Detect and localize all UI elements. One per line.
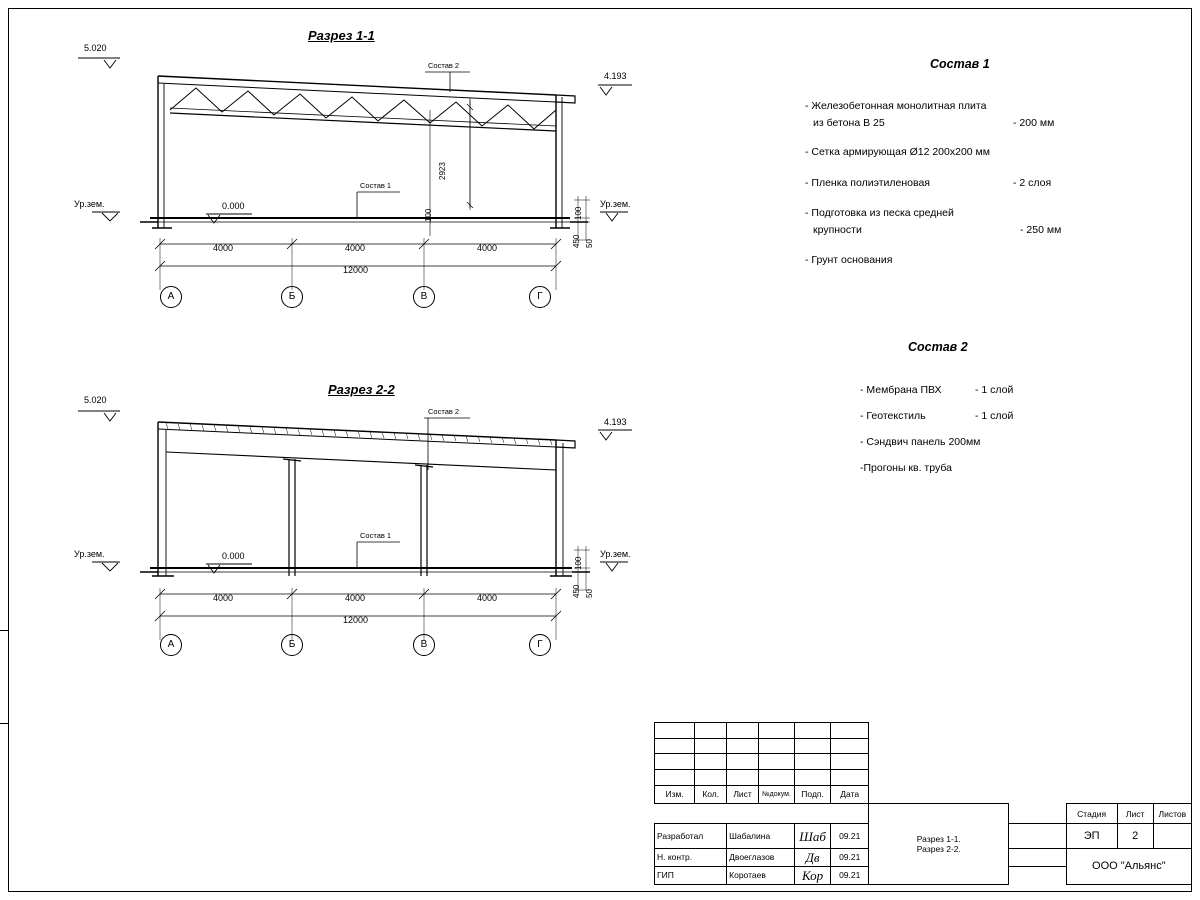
ground-label-right-s1: Ур.зем.: [600, 199, 631, 209]
stamp-header-izm: Изм.: [655, 785, 695, 803]
stamp-role-1: Разработал: [655, 824, 727, 848]
dim-total-s2: 12000: [343, 615, 369, 625]
ground-label-left-s1: Ур.зем.: [74, 199, 105, 209]
axis-marker-v-s1: В: [413, 286, 435, 308]
stamp-role-3: ГИП: [655, 866, 727, 884]
stamp-date-1: 09.21: [831, 824, 869, 848]
level-4193-top-right-s2: 4.193: [604, 417, 627, 427]
spec-2-item-1-text: - Мембрана ПВХ: [860, 384, 942, 396]
vdim-100-right-s1: 100: [574, 206, 583, 220]
ground-label-right-s2: Ур.зем.: [600, 549, 631, 559]
stage-value-stadiya: ЭП: [1066, 824, 1117, 848]
spec-1-item-3-text: - Пленка полиэтиленовая: [805, 177, 930, 189]
callout-sostav2-s2: Состав 2: [428, 407, 460, 416]
rev-cell: [758, 754, 794, 770]
axis-marker-g-s2: Г: [529, 634, 551, 656]
spec-1-item-4-value: - 250 мм: [1020, 224, 1062, 236]
stamp-gap-1: [1009, 803, 1066, 824]
rev-cell: [795, 738, 831, 754]
spec-1-item-4-text: - Подготовка из песка средней: [805, 207, 954, 219]
level-4193-top-right-s1: 4.193: [604, 71, 627, 81]
stage-value-list: 2: [1117, 824, 1153, 848]
dim-4000-a-b-s2: 4000: [213, 593, 234, 603]
vdim-2923-s1: 2923: [438, 162, 447, 180]
stamp-gap-4: [1009, 866, 1066, 884]
rev-cell: [727, 754, 759, 770]
ground-label-left-s2: Ур.зем.: [74, 549, 105, 559]
section-2-title: Разрез 2-2: [328, 382, 395, 397]
rev-cell: [795, 754, 831, 770]
axis-marker-b-s1: Б: [281, 286, 303, 308]
rev-cell: [831, 770, 869, 786]
spec-2-item-1-value: - 1 слой: [975, 384, 1014, 396]
rev-cell: [655, 754, 695, 770]
spec-1-item-4-text2: крупности: [813, 224, 862, 236]
spec-2-item-2-text: - Геотекстиль: [860, 410, 926, 422]
rev-cell: [695, 723, 727, 739]
sheet-title-cell: [869, 803, 1009, 884]
stamp-header-kol: Кол.: [695, 785, 727, 803]
rev-cell: [695, 738, 727, 754]
rev-cell: [695, 770, 727, 786]
level-5020-top-left-s2: 5.020: [84, 395, 107, 405]
vdim-100-s2: 100: [574, 556, 583, 570]
spec-1-item-3-value: - 2 слоя: [1013, 177, 1052, 189]
axis-marker-g-s1: Г: [529, 286, 551, 308]
rev-cell: [727, 770, 759, 786]
stamp-header-ndokum: №докум.: [758, 785, 794, 803]
vdim-100-s1: 100: [424, 208, 433, 222]
spec-1-item-1-text2: из бетона В 25: [813, 117, 885, 129]
dim-4000-a-b-s1: 4000: [213, 243, 234, 253]
spec-2-item-3-text: - Сэндвич панель 200мм: [860, 436, 981, 448]
vdim-50-s1: 50: [585, 239, 594, 248]
stage-header-listov: Листов: [1153, 803, 1191, 824]
rev-cell: [727, 738, 759, 754]
rev-cell: [758, 738, 794, 754]
rev-cell: [831, 754, 869, 770]
level-5020-top-left-s1: 5.020: [84, 43, 107, 53]
stamp-header-podp: Подп.: [795, 785, 831, 803]
axis-marker-v-s2: В: [413, 634, 435, 656]
callout-sostav2-s1: Состав 2: [428, 61, 460, 70]
stamp-role-2: Н. контр.: [655, 848, 727, 866]
spec-1-item-5-text: - Грунт основания: [805, 254, 893, 266]
frame-left-tick-1: [0, 630, 9, 631]
stamp-sign-3: Кор: [795, 866, 831, 884]
stamp-sign-2: Дв: [795, 848, 831, 866]
vdim-450-s1: 450: [572, 234, 581, 248]
stamp-date-2: 09.21: [831, 848, 869, 866]
rev-cell: [831, 723, 869, 739]
dim-4000-v-g-s1: 4000: [477, 243, 498, 253]
dim-4000-v-g-s2: 4000: [477, 593, 498, 603]
rev-cell: [758, 770, 794, 786]
stamp-header-data: Дата: [831, 785, 869, 803]
frame-left-tick-2: [0, 723, 9, 724]
spec-2-item-4-text: -Прогоны кв. труба: [860, 462, 952, 474]
stage-header-stadiya: Стадия: [1066, 803, 1117, 824]
rev-cell: [795, 723, 831, 739]
section-1-title: Разрез 1-1: [308, 28, 375, 43]
stamp-sign-1: Шаб: [795, 824, 831, 848]
stage-header-list: Лист: [1117, 803, 1153, 824]
organization-cell: ООО "Альянс": [1066, 848, 1191, 884]
sheet-title-line1: Разрез 1-1.: [916, 833, 961, 844]
stamp-gap-2: [1009, 824, 1066, 848]
rev-cell: [831, 738, 869, 754]
spec-2-title: Состав 2: [908, 340, 968, 354]
dim-4000-b-v-s2: 4000: [345, 593, 366, 603]
rev-cell: [695, 754, 727, 770]
callout-sostav1-s1: Состав 1: [360, 181, 392, 190]
rev-cell: [795, 770, 831, 786]
stage-value-listov: [1153, 824, 1191, 848]
stamp-gap-3: [1009, 848, 1066, 866]
title-block-table: [654, 722, 1192, 885]
level-0000-s2: 0.000: [222, 551, 245, 561]
spec-1-title: Состав 1: [930, 57, 990, 71]
dim-total-s1: 12000: [343, 265, 369, 275]
stamp-date-3: 09.21: [831, 866, 869, 884]
stamp-name-3: Коротаев: [727, 866, 795, 884]
level-0000-s1: 0.000: [222, 201, 245, 211]
vdim-450-s2: 450: [572, 584, 581, 598]
rev-cell: [758, 723, 794, 739]
stamp-blank-row: [655, 803, 869, 824]
sheet-title-line2: Разрез 2-2.: [916, 843, 961, 854]
rev-cell: [655, 738, 695, 754]
axis-marker-a-s1: А: [160, 286, 182, 308]
dim-4000-b-v-s1: 4000: [345, 243, 366, 253]
spec-1-item-1-text: - Железобетонная монолитная плита: [805, 100, 987, 112]
rev-cell: [655, 770, 695, 786]
callout-sostav1-s2: Состав 1: [360, 531, 392, 540]
spec-1-item-1-value: - 200 мм: [1013, 117, 1055, 129]
axis-marker-b-s2: Б: [281, 634, 303, 656]
rev-cell: [727, 723, 759, 739]
title-block: [654, 722, 1192, 885]
stamp-name-1: Шабалина: [727, 824, 795, 848]
axis-marker-a-s2: А: [160, 634, 182, 656]
spec-1-item-2-text: - Сетка армирующая Ø12 200х200 мм: [805, 146, 990, 158]
stamp-header-list: Лист: [727, 785, 759, 803]
rev-cell: [655, 723, 695, 739]
vdim-50-s2: 50: [585, 589, 594, 598]
stamp-name-2: Двоеглазов: [727, 848, 795, 866]
spec-2-item-2-value: - 1 слой: [975, 410, 1014, 422]
stamp-upper-blank: [869, 723, 1192, 804]
